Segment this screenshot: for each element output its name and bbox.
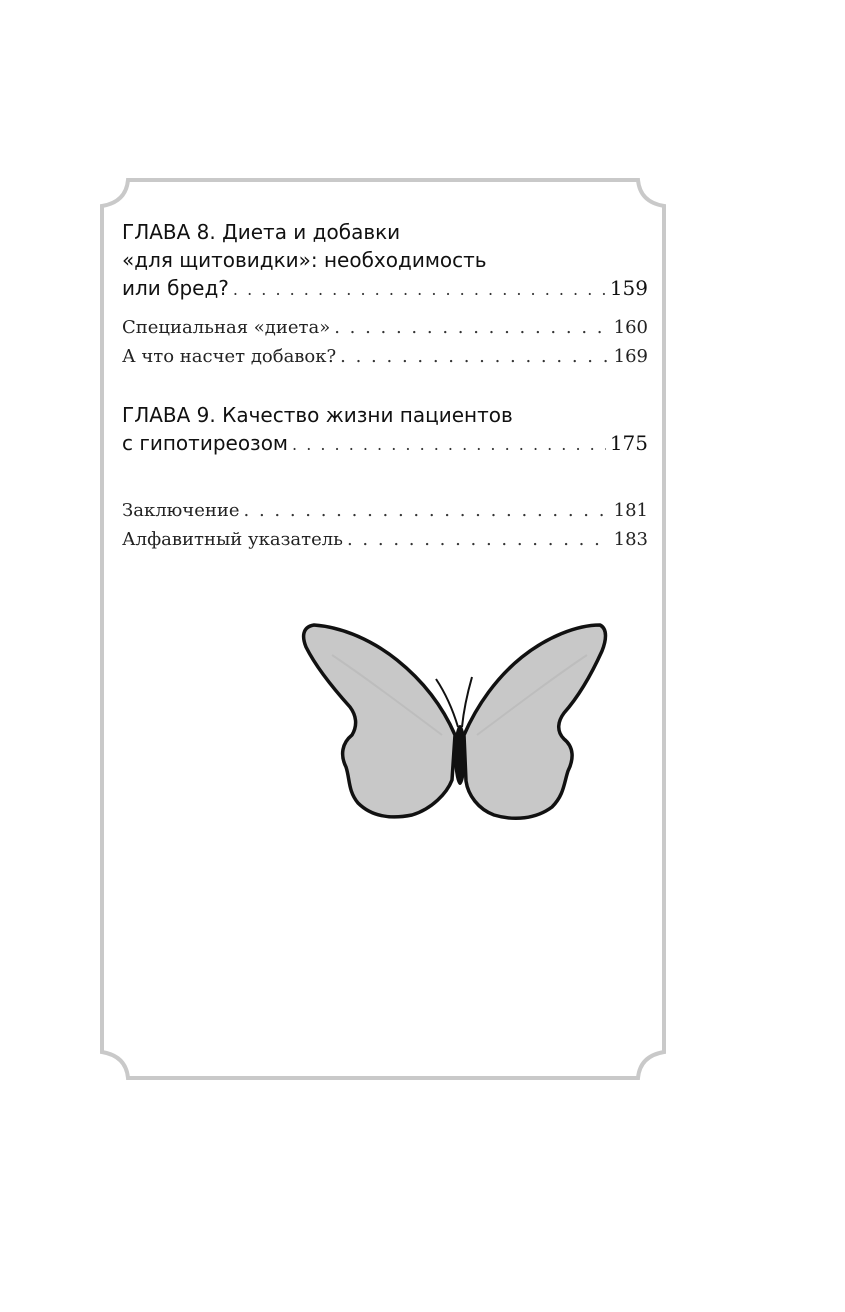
butterfly-right-wing (464, 625, 606, 818)
chapter-8-entry[interactable] (122, 218, 648, 304)
chapter-8-title-line-3: или бред? (122, 276, 229, 300)
chapter-8-page-number: 159 (609, 276, 648, 300)
index-entry[interactable] (122, 525, 648, 554)
section-page-number: 169 (613, 346, 648, 367)
chapter-9-title-line-2: с гипотиреозом (122, 431, 289, 455)
table-of-contents (122, 218, 648, 554)
chapter-8-title-line-1: ГЛАВА 8. Диета и добавки (122, 220, 401, 244)
conclusion-page-number: 181 (613, 500, 648, 521)
section-special-diet[interactable] (122, 313, 648, 342)
index-title: Алфавитный указатель (122, 529, 343, 550)
chapter-9-entry[interactable] (122, 401, 648, 459)
chapter-9-page-number: 175 (609, 431, 648, 455)
index-page-number: 183 (613, 529, 648, 550)
butterfly-body (454, 725, 466, 785)
butterfly-illustration (292, 615, 627, 840)
section-supplements[interactable] (122, 342, 648, 371)
chapter-8-title-line-2: «для щитовидки»: необходимость (122, 248, 487, 272)
leader-dots (340, 342, 609, 371)
section-title: Специальная «диета» (122, 317, 331, 338)
leader-dots (244, 496, 610, 525)
leader-dots (334, 313, 609, 342)
leader-dots (347, 525, 610, 554)
butterfly-left-wing (304, 625, 455, 817)
leader-dots (292, 431, 606, 459)
chapter-9-title-line-1: ГЛАВА 9. Качество жизни пациентов (122, 403, 513, 427)
leader-dots (233, 276, 606, 304)
conclusion-entry[interactable] (122, 496, 648, 525)
section-title: А что насчет добавок? (122, 346, 337, 367)
conclusion-title: Заключение (122, 500, 240, 521)
section-page-number: 160 (613, 317, 648, 338)
